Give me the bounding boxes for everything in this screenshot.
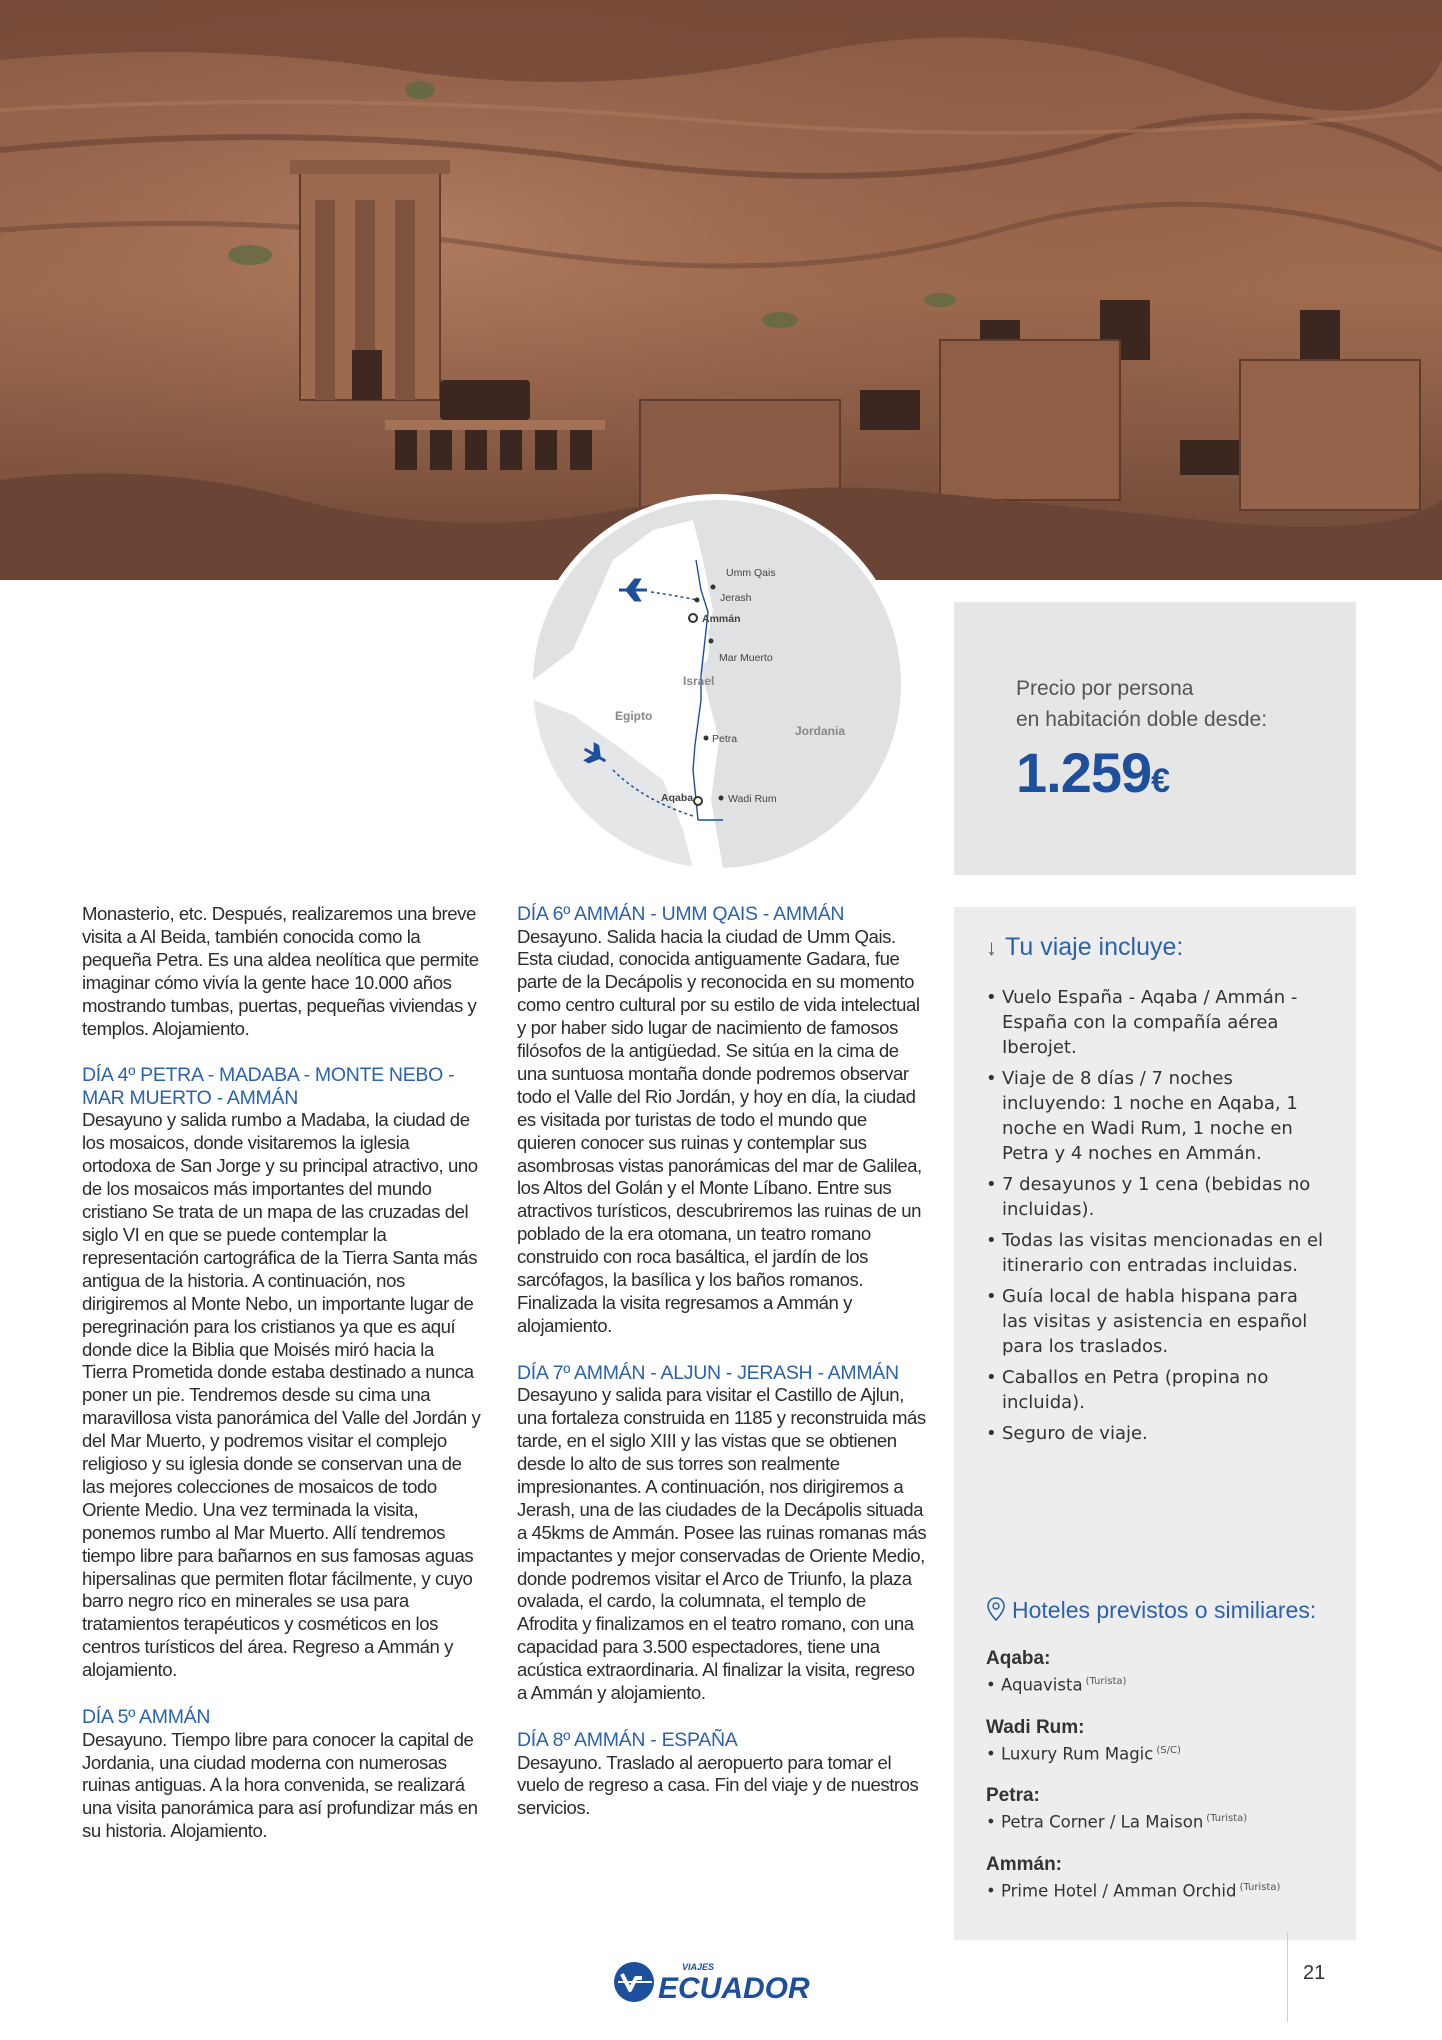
intro-text: Monasterio, etc. Después, realizaremos una breve visita a Al Beida, también conocida como la pequeña Petra. Es una aldea neolítica que permite imaginar cómo vivía la gente hace 10.000 años mostrando tumbas, puertas, pequeñas viviendas y templos. Alojamiento. bbox=[82, 903, 479, 1039]
day-4-text: Desayuno y salida rumbo a Madaba, la ciudad de los mosaicos, donde visitaremos la iglesia ortodoxa de San Jorge y su principal atractivo, uno de los mosaicos más importantes del mundo cristiano Se trata de un mapa de las cruzadas del siglo VI en que se puede contemplar la representación cartográfica de la Tierra Santa más antigua de la historia. A continuación, nos dirigiremos al Monte Nebo, un importante lugar de peregrinación para los cristianos ya que es aquí donde dice la Biblia que Moisés miró hacia la Tierra Prometida donde estaba destinado a nunca poner un pie. Tendremos desde su cima una maravillosa vista panorámica del Valle del Jordán y del Mar Muerto, y podremos visitar el complejo religioso y su iglesia donde se conservan una de las mejores colecciones de mosaicos de todo Oriente Medio. Una vez terminada la visita, ponemos rumbo al Mar Muerto. Allí tendremos tiempo libre para bañarnos en sus famosas aguas hipersalinas que permiten flotar fácilmente, y cuyo barro negro rico en minerales se usa para tratamientos terapéuticos y cosméticos en los centros turísticos del área. Regreso a Ammán y alojamiento. bbox=[82, 1109, 481, 1681]
map-label-aqaba: Aqaba bbox=[661, 792, 694, 804]
map-label-petra: Petra bbox=[712, 733, 738, 745]
map-label-mar-muerto: Mar Muerto bbox=[719, 652, 773, 664]
map-label-umm-qais: Umm Qais bbox=[726, 567, 776, 579]
day-7-text: Desayuno y salida para visitar el Castillo de Ajlun, una fortaleza construida en 1185 y reconstruida más tarde, en el siglo XIII y las vistas que se obtienen desde lo alto de sus torres son realmente impresionantes. A continuación, nos dirigiremos a Jerash, una de las ciudades de la Decápolis situada a 45kms de Ammán. Posee las ruinas romanas más impactantes y mejor conservadas de Oriente Medio, donde podremos visitar el Arco de Triunfo, la plaza ovalada, el cardo, la columnata, el templo de Afrodita y finalizamos en el teatro romano, con una capacidad para 3.500 espectadores, tiene una acústica extraordinaria. Al finalizar la visita, regreso a Ammán y alojamiento. bbox=[517, 1384, 927, 1704]
list-item: • Caballos en Petra (propina no incluida). bbox=[986, 1367, 1269, 1413]
itinerary-column-2 bbox=[517, 903, 929, 1820]
map-label-jerash: Jerash bbox=[720, 592, 752, 604]
hotel-city: Aqaba: bbox=[986, 1648, 1051, 1669]
price-amount: 1.259 bbox=[1016, 741, 1152, 804]
map-label-jordania: Jordania bbox=[795, 724, 846, 738]
list-item: • Viaje de 8 días / 7 noches incluyendo: 1 noche en Aqaba, 1 noche en Wadi Rum, 1 noche en Petra y 4 noches en Ammán. bbox=[986, 1068, 1298, 1164]
arrow-down-icon: ↓ bbox=[986, 935, 997, 960]
price-box bbox=[954, 602, 1356, 875]
map-label-egipto: Egipto bbox=[615, 709, 653, 723]
hotel-name: • Luxury Rum Magic $^{(S/C)}$ bbox=[986, 1744, 1181, 1763]
hotel-name: • Petra Corner / La Maison $^{(Turista)}$ bbox=[986, 1812, 1248, 1832]
itinerary-column-1 bbox=[82, 903, 482, 1843]
day-8-text: Desayuno. Traslado al aeropuerto para tomar el vuelo de regreso a casa. Fin del viaje y de nuestros servicios. bbox=[517, 1751, 919, 1819]
page-number: 21 bbox=[1303, 1962, 1326, 1984]
route-map bbox=[533, 500, 901, 868]
price-label-1: Precio por persona bbox=[1016, 677, 1194, 700]
day-6-text: Desayuno. Salida hacia la ciudad de Umm Qais. Esta ciudad, conocida antiguamente Gadara, fue parte de la Decápolis y reconocida en su momento como centro cultural por su estilo de vida intelectual y por haber sido lugar de nacimiento de famosos filósofos de la antigüedad. Se sitúa en la cima de una suntuosa montaña donde podremos observar todo el Valle del Rio Jordán, y hoy en día, la ciudad es visitada por turistas de todo el mundo que quieren conocer sus ruinas y contemplar sus asombrosas vistas panorámicas del mar de Galilea, los Altos del Golán y el Monte Líbano. Entre sus atractivos turísticos, descubriremos las ruinas de un poblado de la era otomana, un teatro romano construido con roca basáltica, el jardín de los sarcófagos, la basílica y los baños romanos. Finalizada la visita regresamos a Ammán y alojamiento. bbox=[517, 925, 922, 1336]
list-item: • Seguro de viaje. bbox=[986, 1423, 1148, 1444]
day-5-text: Desayuno. Tiempo libre para conocer la capital de Jordania, una ciudad moderna con numerosas ruinas antiguas. A la hora convenida, se realizará una visita panorámica para así profundizar más en su historia. Alojamiento. bbox=[82, 1728, 478, 1842]
price-value bbox=[1016, 740, 1169, 805]
map-label-wadi-rum: Wadi Rum bbox=[728, 793, 777, 805]
list-item: • Guía local de habla hispana para las visitas y asistencia en español para los traslados. bbox=[986, 1286, 1308, 1357]
day-5-title: DÍA 5º AMMÁN bbox=[82, 1706, 211, 1729]
page-divider bbox=[1287, 1932, 1288, 2022]
list-item: • Todas las visitas mencionadas en el itinerario con entradas incluidas. bbox=[986, 1230, 1324, 1276]
map-label-amman: Ammán bbox=[702, 613, 741, 625]
hotel-name: • Prime Hotel / Amman Orchid $^{(Turista)}$ bbox=[986, 1881, 1281, 1900]
day-7-title: DÍA 7º AMMÁN - ALJUN - JERASH - AMMÁN bbox=[517, 1361, 899, 1384]
viajes-ecuador-logo bbox=[612, 1958, 832, 2004]
hotels-title: Hoteles previstos o similiares: bbox=[986, 1597, 1316, 1624]
hotel-city: Petra: bbox=[986, 1785, 1040, 1806]
logo-small-text: VIAJES bbox=[682, 1962, 715, 1972]
hotel-city: Wadi Rum: bbox=[986, 1716, 1085, 1738]
price-label-2: en habitación doble desde: bbox=[1016, 708, 1268, 731]
includes-list bbox=[986, 985, 1328, 1452]
list-item: • 7 desayunos y 1 cena (bebidas no incluidas). bbox=[986, 1174, 1311, 1220]
map-label-israel: Israel bbox=[683, 674, 715, 688]
location-pin-icon bbox=[986, 1597, 1006, 1621]
hotel-city: Ammán: bbox=[986, 1853, 1063, 1875]
hotels-list bbox=[986, 1647, 1326, 1921]
includes-box bbox=[954, 907, 1356, 1940]
list-item: • Vuelo España - Aqaba / Ammán - España con la compañía aérea Iberojet. bbox=[986, 987, 1298, 1058]
hotel-name: • Aquavista $^{(Turista)}$ bbox=[986, 1675, 1127, 1695]
day-8-title: DÍA 8º AMMÁN - ESPAÑA bbox=[517, 1729, 738, 1751]
day-4-title: DÍA 4º PETRA - MADABA - MONTE NEBO - MAR MUERTO - AMMÁN bbox=[82, 1064, 455, 1109]
price-currency: € bbox=[1151, 762, 1170, 800]
includes-title: ↓ Tu viaje incluye: bbox=[986, 933, 1184, 961]
logo-main-text: ECUADOR bbox=[658, 1972, 810, 2004]
hero-photo bbox=[0, 0, 1442, 580]
day-6-title: DÍA 6º AMMÁN - UMM QAIS - AMMÁN bbox=[517, 903, 845, 925]
petra-cliff-illustration bbox=[0, 0, 1442, 580]
